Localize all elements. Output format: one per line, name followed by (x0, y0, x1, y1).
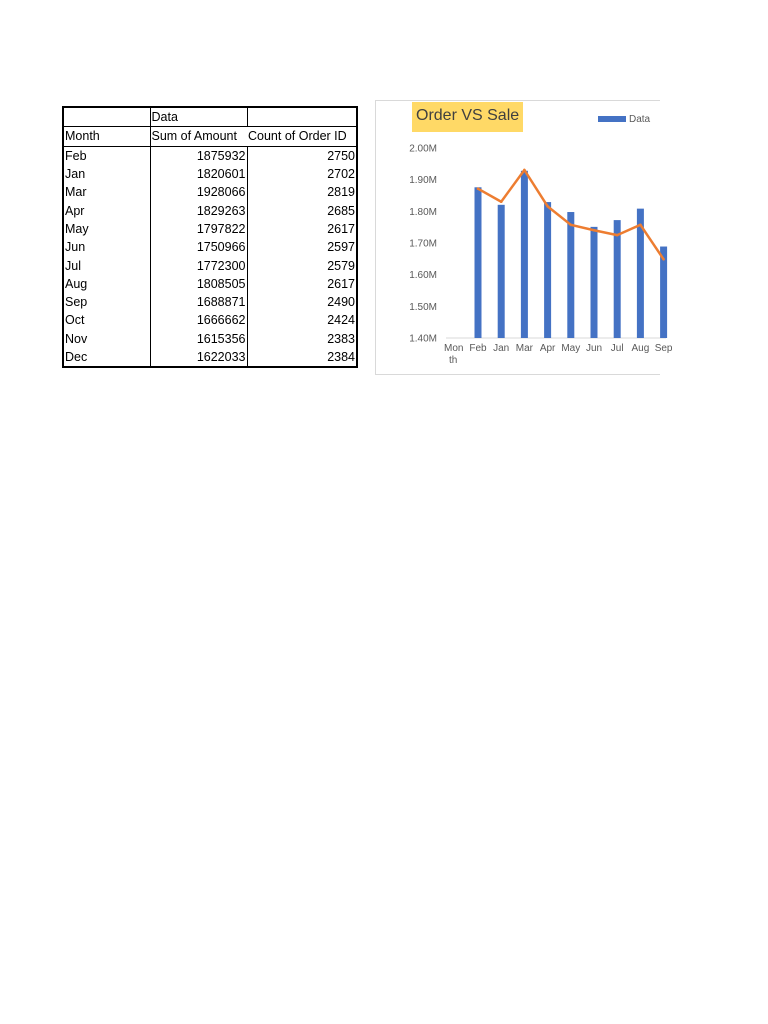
chart-plot (376, 101, 673, 376)
month-cell[interactable]: Oct (64, 311, 150, 329)
pivot-header-blank-cell[interactable] (64, 108, 150, 127)
count-of-order-id-cell[interactable]: 2685 (327, 203, 355, 218)
bar (544, 202, 551, 338)
table-row (64, 146, 356, 165)
count-of-order-id-cell[interactable]: 2819 (327, 185, 355, 200)
x-axis-title: Mon (444, 343, 464, 354)
table-row (64, 348, 356, 366)
count-of-order-id-cell[interactable]: 2579 (327, 258, 355, 273)
pivot-table (62, 106, 358, 368)
pivot-header-row-1 (64, 108, 356, 127)
sum-of-amount-cell[interactable]: 1928066 (150, 183, 247, 201)
column-header-month[interactable]: Month (64, 127, 150, 146)
line-point (546, 205, 549, 208)
count-of-order-id-cell[interactable]: 2490 (327, 295, 355, 310)
table-row (64, 311, 356, 329)
month-cell[interactable]: May (64, 220, 150, 238)
x-tick-label: Sep (654, 343, 673, 354)
month-cell[interactable]: Jun (64, 238, 150, 256)
bar (614, 220, 621, 338)
sum-of-amount-cell[interactable]: 1797822 (150, 220, 247, 238)
y-tick-label: 1.80M (409, 206, 437, 218)
count-of-order-id-cell[interactable]: 2617 (327, 276, 355, 291)
x-tick-label: Mar (515, 343, 534, 354)
table-row (64, 238, 356, 256)
sum-of-amount-cell[interactable]: 1750966 (150, 238, 247, 256)
sum-of-amount-cell[interactable]: 1688871 (150, 293, 247, 311)
month-cell[interactable]: Sep (64, 293, 150, 311)
line-point (477, 187, 480, 190)
count-of-order-id-cell[interactable]: 2597 (327, 240, 355, 255)
y-tick-label: 2.00M (409, 143, 437, 155)
y-tick-label: 1.70M (409, 238, 437, 250)
x-axis-title-continued: th (449, 355, 458, 366)
month-cell[interactable]: Jul (64, 256, 150, 274)
column-header-sum-of-amount[interactable]: Sum of Amount (150, 127, 247, 146)
table-row (64, 293, 356, 311)
y-tick-label: 1.40M (409, 333, 437, 345)
pivot-header-row-2 (64, 127, 356, 146)
month-cell[interactable]: Dec (64, 348, 150, 366)
sum-of-amount-cell[interactable]: 1622033 (150, 348, 247, 366)
count-of-order-id-cell[interactable]: 2424 (327, 313, 355, 328)
month-cell[interactable]: Feb (64, 146, 150, 165)
bar (475, 187, 482, 338)
x-tick-label: May (561, 343, 581, 354)
count-of-order-id-cell[interactable]: 2384 (327, 350, 355, 364)
y-tick-label: 1.50M (409, 301, 437, 313)
sum-of-amount-cell[interactable]: 1615356 (150, 330, 247, 348)
sum-of-amount-cell[interactable]: 1666662 (150, 311, 247, 329)
x-tick-label: Feb (469, 343, 487, 354)
line-point (593, 229, 596, 232)
count-of-order-id-cell[interactable]: 2750 (327, 148, 355, 163)
table-row (64, 220, 356, 238)
month-cell[interactable]: Nov (64, 330, 150, 348)
pivot-data-label[interactable]: Data (150, 108, 247, 127)
sum-of-amount-cell[interactable]: 1772300 (150, 256, 247, 274)
x-tick-label: Jan (493, 343, 510, 354)
y-tick-label: 1.90M (409, 175, 437, 187)
line-point (570, 224, 573, 227)
sum-of-amount-cell[interactable]: 1829263 (150, 201, 247, 219)
table-row (64, 256, 356, 274)
bar (498, 205, 505, 338)
x-tick-label: Jul (610, 343, 624, 354)
bar (591, 227, 598, 338)
column-header-count-of-order-id[interactable]: Count of Order ID (247, 127, 356, 146)
table-row (64, 275, 356, 293)
line-point (639, 224, 642, 227)
line-point (523, 169, 526, 172)
line-point (616, 234, 619, 237)
line-point (500, 200, 503, 203)
line-point (662, 258, 665, 261)
table-row (64, 183, 356, 201)
table-row (64, 330, 356, 348)
month-cell[interactable]: Mar (64, 183, 150, 201)
legend-label: Data (629, 114, 651, 125)
y-tick-label: 1.60M (409, 270, 437, 282)
x-tick-label: Jun (585, 343, 603, 354)
month-cell[interactable]: Jan (64, 165, 150, 183)
chart-title: Order VS Sale (412, 102, 523, 132)
count-of-order-id-cell[interactable]: 2617 (327, 221, 355, 236)
x-tick-label: Aug (631, 343, 650, 354)
sum-of-amount-cell[interactable]: 1808505 (150, 275, 247, 293)
pivot-header-blank-cell[interactable] (247, 108, 356, 127)
sum-of-amount-cell[interactable]: 1875932 (150, 146, 247, 165)
table-row (64, 201, 356, 219)
bar (521, 171, 528, 338)
sum-of-amount-cell[interactable]: 1820601 (150, 165, 247, 183)
table-row (64, 165, 356, 183)
count-of-order-id-cell[interactable]: 2383 (327, 331, 355, 346)
bar (567, 212, 574, 338)
month-cell[interactable]: Apr (64, 201, 150, 219)
x-tick-label: Apr (539, 343, 556, 354)
order-vs-sale-chart[interactable] (375, 100, 673, 375)
month-cell[interactable]: Aug (64, 275, 150, 293)
count-of-order-id-cell[interactable]: 2702 (327, 167, 355, 182)
